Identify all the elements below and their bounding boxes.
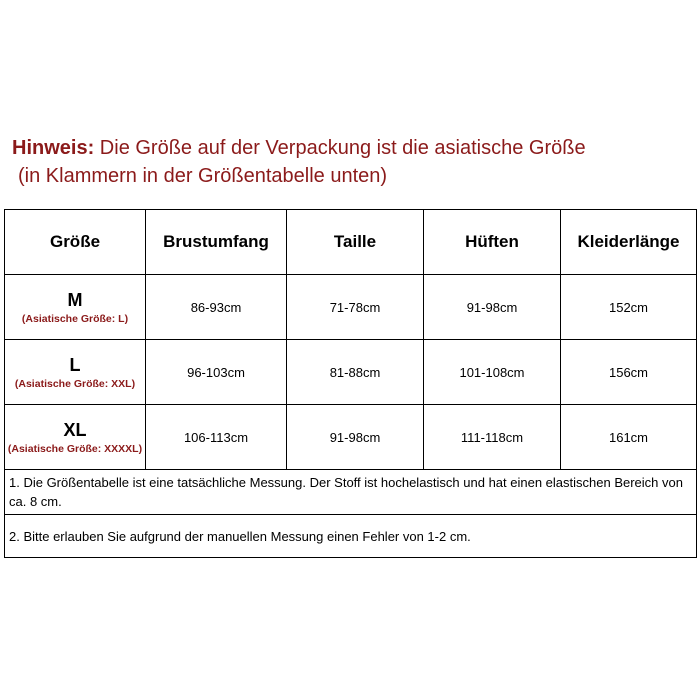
- size-cell: [5, 340, 146, 405]
- note-row: [5, 515, 697, 558]
- size-label: L: [69, 355, 81, 375]
- size-label: XL: [63, 420, 87, 440]
- asian-size-label: (Asiatische Größe: XXXXL): [7, 443, 143, 455]
- size-label: M: [67, 290, 83, 310]
- hips-value: 101-108cm: [424, 340, 561, 405]
- waist-value: 81-88cm: [287, 340, 424, 405]
- bust-value: 86-93cm: [146, 275, 287, 340]
- length-value: 156cm: [561, 340, 697, 405]
- asian-size-label: (Asiatische Größe: L): [21, 313, 129, 325]
- header-hips: Hüften: [424, 210, 561, 275]
- size-chart-table: [4, 209, 697, 558]
- note-2: 2. Bitte erlauben Sie aufgrund der manuellen Messung einen Fehler von 1-2 cm.: [5, 515, 697, 558]
- bust-value: 96-103cm: [146, 340, 287, 405]
- header-size: Größe: [5, 210, 146, 275]
- hips-value: 91-98cm: [424, 275, 561, 340]
- hips-value: 111-118cm: [424, 405, 561, 470]
- notice-line-2: (in Klammern in der Größentabelle unten): [18, 165, 388, 187]
- size-cell: [5, 405, 146, 470]
- table-row: [5, 340, 697, 405]
- note-1: 1. Die Größentabelle ist eine tatsächliche Messung. Der Stoff ist hochelastisch und hat einen elastischen Bereich von ca. 8 cm.: [5, 470, 697, 515]
- asian-size-label: (Asiatische Größe: XXL): [14, 378, 136, 390]
- length-value: 152cm: [561, 275, 697, 340]
- header-bust: Brustumfang: [146, 210, 287, 275]
- waist-value: 91-98cm: [287, 405, 424, 470]
- length-value: 161cm: [561, 405, 697, 470]
- size-notice: [12, 134, 692, 190]
- table-header-row: [5, 210, 697, 275]
- table-row: [5, 405, 697, 470]
- waist-value: 71-78cm: [287, 275, 424, 340]
- notice-line-1: Die Größe auf der Verpackung ist die asiatische Größe: [94, 137, 586, 159]
- size-cell: [5, 275, 146, 340]
- table-row: [5, 275, 697, 340]
- header-waist: Taille: [287, 210, 424, 275]
- note-row: [5, 470, 697, 515]
- header-length: Kleiderlänge: [561, 210, 697, 275]
- bust-value: 106-113cm: [146, 405, 287, 470]
- notice-label: Hinweis:: [12, 137, 95, 159]
